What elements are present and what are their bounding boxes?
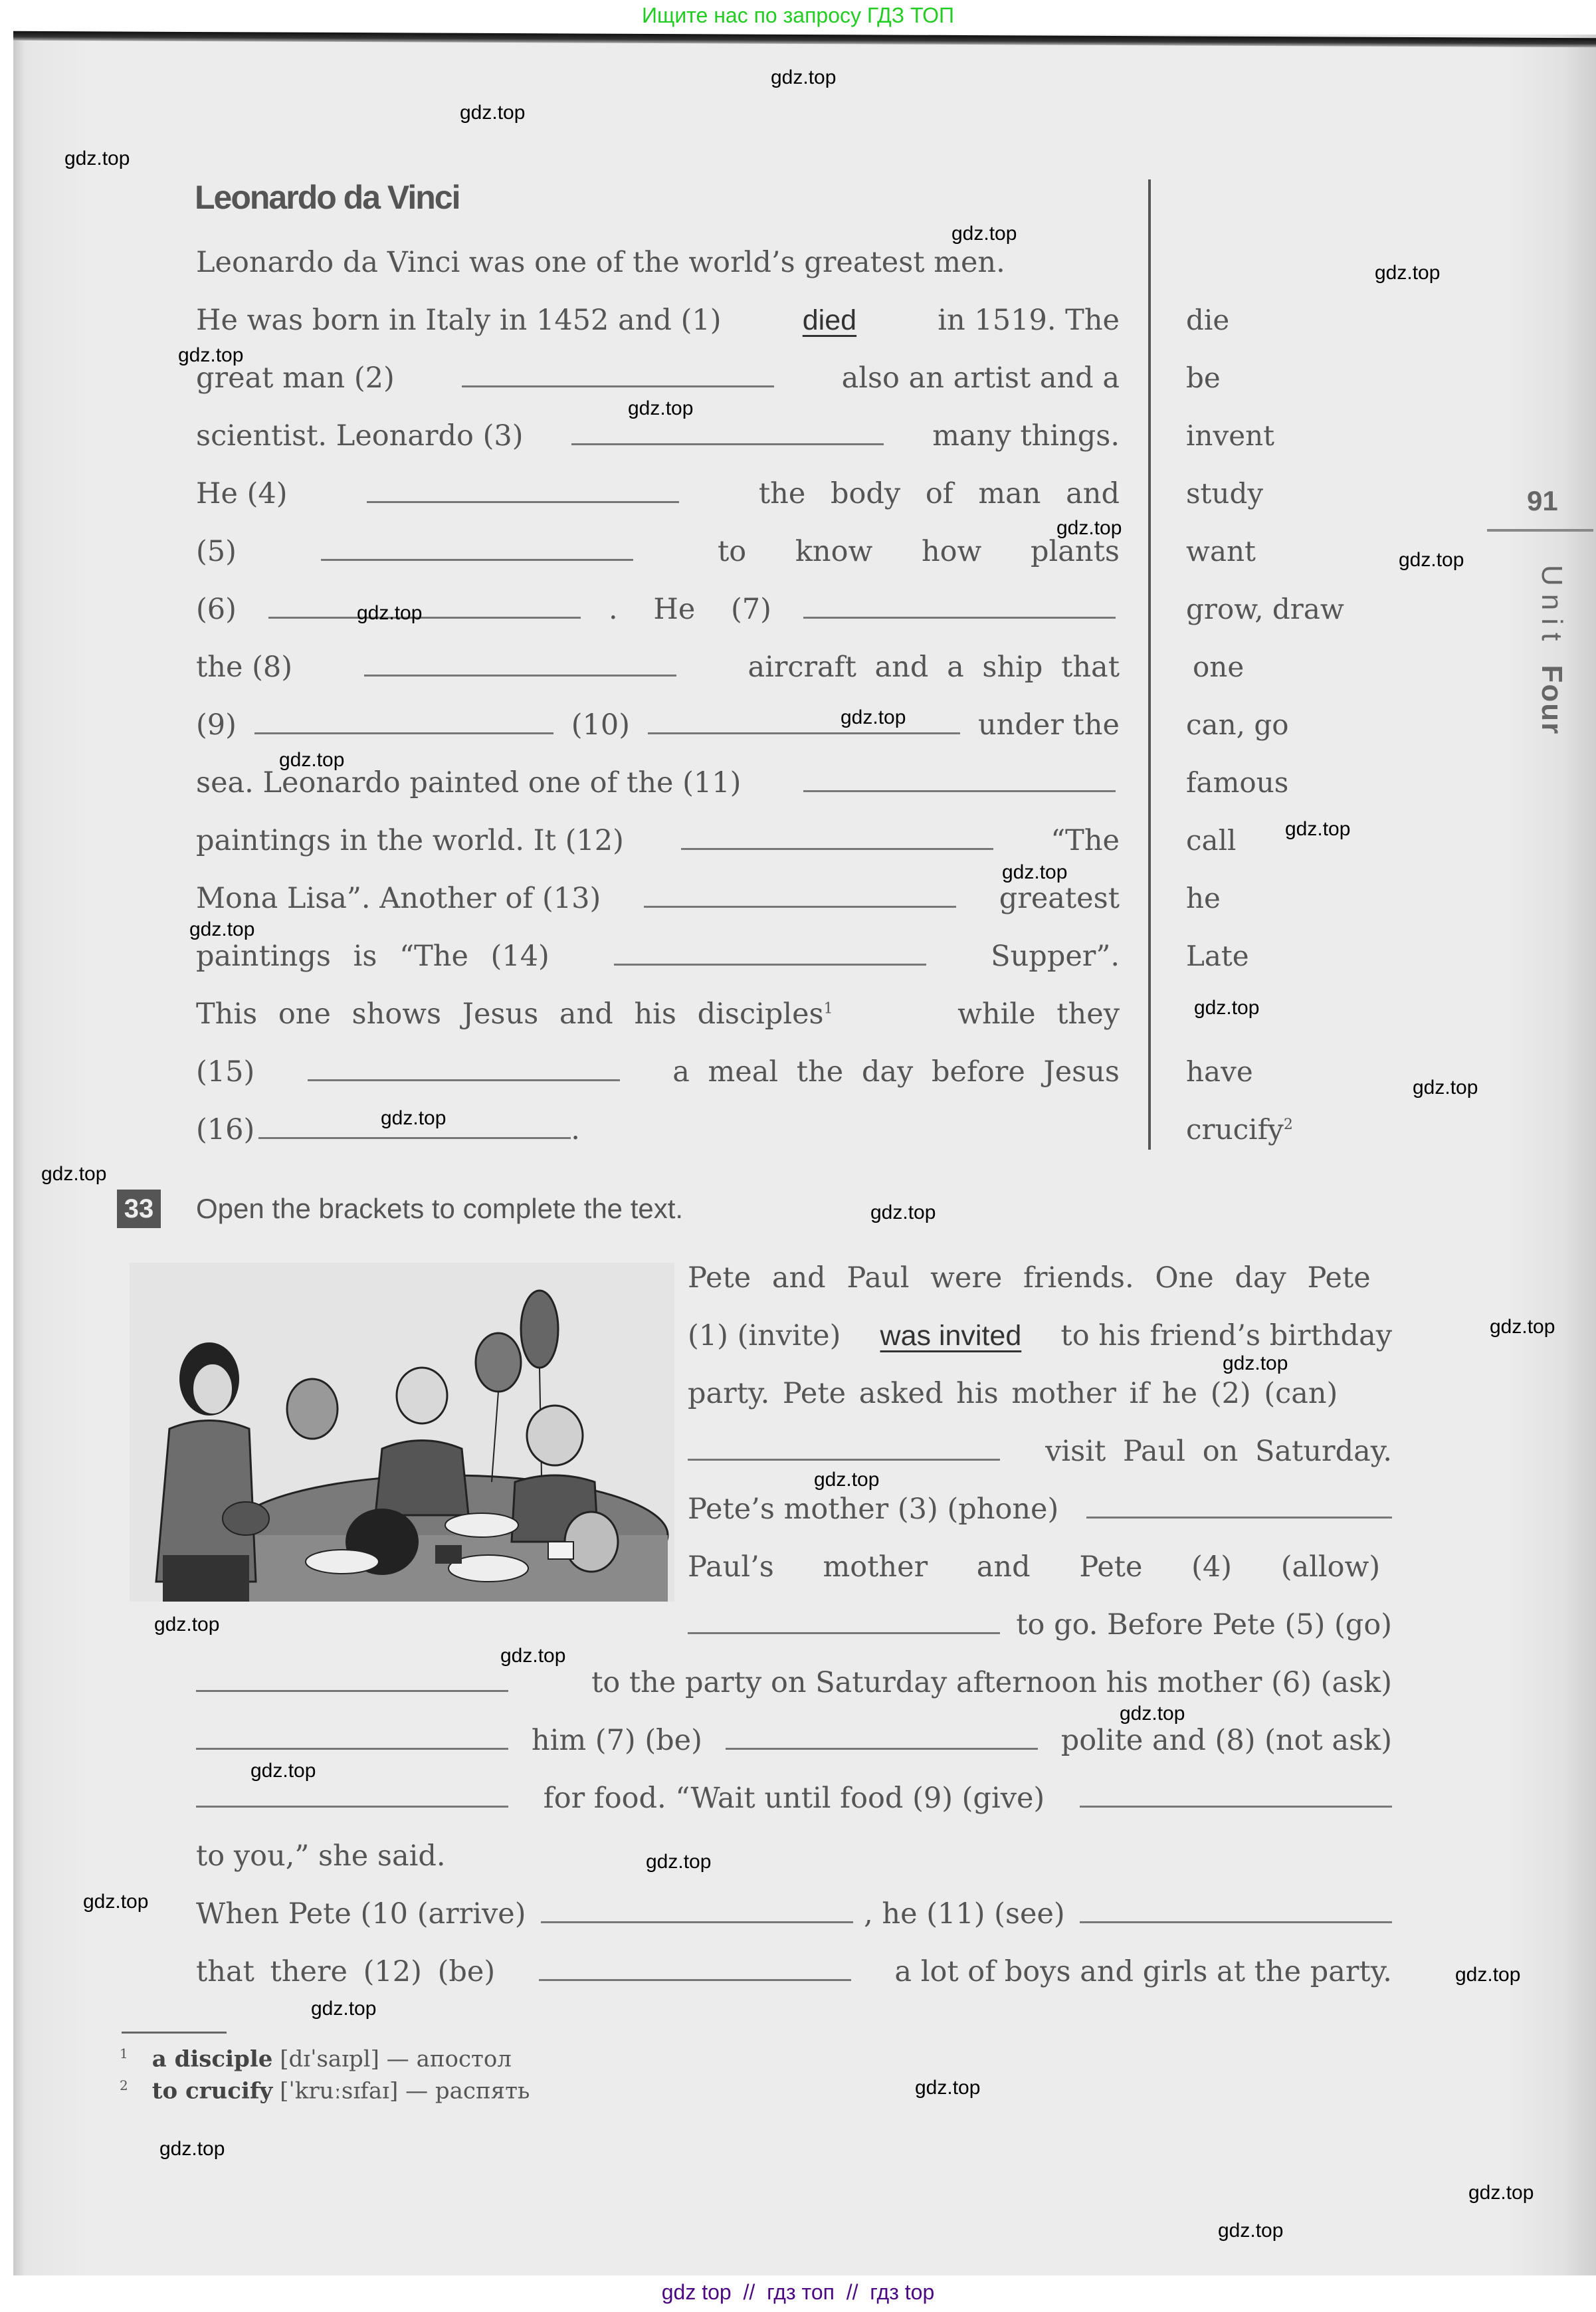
line-text: to go. Before Pete (5) (go) (1016, 1608, 1392, 1641)
line-text: that there (12) (be) (196, 1955, 496, 1988)
blank-2[interactable] (688, 1458, 1000, 1461)
blank-5[interactable] (196, 1689, 508, 1692)
ex-line-11 (196, 1839, 446, 1873)
watermark: gdz.top (154, 1614, 220, 1635)
top-banner-text: Ищите нас по запросу ГДЗ ТОП (642, 3, 954, 27)
blank-8[interactable] (364, 674, 676, 677)
watermark: gdz.top (41, 1163, 107, 1185)
text-line-13 (196, 940, 1120, 973)
word-item (1186, 1113, 1293, 1146)
blank-8[interactable] (196, 1805, 508, 1808)
word-item: invent (1186, 419, 1274, 452)
line-text: the (8) (196, 651, 292, 684)
blank-7[interactable] (803, 616, 1116, 619)
unit-tab (1535, 565, 1568, 735)
column-divider (1148, 179, 1151, 1150)
line-text: a meal the day before Jesus (672, 1055, 1120, 1089)
blank-5[interactable] (321, 558, 633, 561)
footnote-dash: — (405, 2077, 429, 2105)
line-text: aircraft and a ship that (748, 651, 1120, 684)
blank-12[interactable] (539, 1978, 851, 1981)
text-line-6 (196, 535, 1120, 568)
word-item: be (1186, 362, 1221, 394)
blank-9[interactable] (1080, 1805, 1392, 1808)
unit-word: Unit (1536, 565, 1568, 649)
footnote-term: a disciple (151, 2046, 273, 2073)
text-line-5 (196, 477, 1120, 510)
watermark: gdz.top (951, 223, 1017, 245)
footnote-rule (122, 2032, 227, 2034)
bottom-banner-text: gdz top // гдз топ // гдз top (661, 2280, 935, 2304)
footnote-ipa: [ˈkruːsɪfaɪ] (280, 2077, 399, 2105)
watermark: gdz.top (159, 2138, 225, 2160)
watermark: gdz.top (311, 1998, 377, 2020)
watermark: gdz.top (1218, 2220, 1284, 2242)
footnote-ipa: [dɪˈsaɪpl] (280, 2046, 379, 2073)
text-line-8 (196, 651, 1120, 684)
blank-10[interactable] (541, 1921, 853, 1923)
line-text: He was born in Italy in 1452 and (1) (196, 304, 722, 337)
line-text: sea. Leonardo painted one of the (11) (196, 766, 742, 799)
line-text: to his friend’s birthday (1060, 1319, 1392, 1352)
blank-11[interactable] (1080, 1921, 1392, 1923)
footnote-1 (120, 2046, 512, 2072)
line-text: (9) (196, 708, 237, 742)
ex-line-4 (688, 1435, 1392, 1468)
blank-2[interactable] (462, 385, 774, 387)
line-text: paintings is “The (14) (196, 940, 549, 973)
watermark: gdz.top (500, 1645, 566, 1667)
ex-line-12 (196, 1897, 1392, 1931)
section-title: Leonardo da Vinci (195, 179, 460, 216)
footnote-2 (120, 2077, 530, 2104)
line-text: (6) (196, 593, 237, 626)
footnote-translation: распять (435, 2077, 530, 2105)
text-line-9 (196, 708, 1120, 742)
word-item: want (1186, 535, 1256, 568)
blank-13[interactable] (644, 905, 956, 908)
text-line-12 (196, 882, 1120, 915)
word-item: die (1186, 304, 1230, 336)
line-text: for food. “Wait until food (9) (give) (543, 1782, 1045, 1815)
ex-line-9 (196, 1724, 1392, 1757)
line-text: party. Pete asked his mother if he (2) (can) (688, 1377, 1338, 1410)
watermark: gdz.top (189, 918, 255, 940)
watermark: gdz.top (1413, 1077, 1478, 1099)
answer-1: was invited (880, 1320, 1022, 1352)
word-item: have (1186, 1055, 1253, 1088)
line-text: (15) (196, 1055, 255, 1089)
watermark: gdz.top (250, 1760, 316, 1782)
ex-line-7 (688, 1608, 1392, 1641)
word-item: grow, draw (1186, 593, 1344, 625)
line-text: paintings in the world. It (12) (196, 824, 624, 857)
line-text: to you,” she said. (196, 1839, 446, 1873)
word-item: call (1186, 824, 1237, 857)
watermark: gdz.top (646, 1851, 712, 1873)
blank-4[interactable] (688, 1631, 1000, 1634)
line-text: scientist. Leonardo (3) (196, 419, 524, 453)
blank-16[interactable] (258, 1136, 571, 1139)
line-text (196, 998, 833, 1031)
text-line-11 (196, 824, 1120, 857)
line-text: Leonardo da Vinci was one of the world’s greatest men. (196, 246, 1005, 279)
line-text: Paul’s mother and Pete (4) (allow) (688, 1550, 1381, 1584)
watermark: gdz.top (1194, 997, 1260, 1019)
blank-4[interactable] (367, 500, 679, 503)
text-line-3 (196, 362, 1120, 395)
blank-9[interactable] (254, 732, 553, 734)
word-item: study (1186, 477, 1264, 510)
watermark: gdz.top (1490, 1316, 1555, 1338)
watermark: gdz.top (460, 102, 526, 124)
line-text: a lot of boys and girls at the party. (894, 1955, 1392, 1988)
text-line-2 (196, 304, 1120, 337)
text-line-15 (196, 1055, 1120, 1089)
line-text: while they (957, 998, 1120, 1031)
line-text: to know how plants (718, 535, 1120, 568)
footnote-term: to crucify (151, 2077, 273, 2105)
line-text: , he (11) (see) (864, 1897, 1065, 1931)
unit-number: Four (1536, 665, 1568, 736)
line-text: under the (977, 708, 1120, 742)
blank-3[interactable] (1086, 1516, 1392, 1519)
word-item: Late (1186, 940, 1249, 972)
line-text: . He (7) (609, 593, 771, 626)
watermark: gdz.top (1002, 861, 1068, 883)
watermark: gdz.top (870, 1202, 936, 1223)
text-line-1 (196, 246, 1120, 279)
line-text: Pete’s mother (3) (phone) (688, 1493, 1059, 1526)
blank-11[interactable] (803, 789, 1116, 792)
illustration-svg (130, 1263, 674, 1602)
watermark: gdz.top (1056, 517, 1122, 539)
text-line-7 (196, 593, 1120, 626)
line-text: (1) (invite) (688, 1319, 841, 1352)
line-text: “The (1050, 824, 1120, 857)
line-text: (16) (196, 1113, 255, 1146)
blank-3[interactable] (571, 443, 884, 445)
text-line-4 (196, 419, 1120, 453)
watermark: gdz.top (83, 1891, 149, 1913)
footnote-dash: — (386, 2046, 409, 2073)
line-text: the body of man and (758, 477, 1120, 510)
line-text: greatest (999, 882, 1120, 915)
blank-10[interactable] (648, 732, 960, 734)
line-text: (5) (196, 535, 237, 568)
line-text: visit Paul on Saturday. (1045, 1435, 1392, 1468)
watermark: gdz.top (1468, 2182, 1534, 2204)
watermark: gdz.top (1285, 818, 1351, 840)
exercise-instruction: Open the brackets to complete the text. (196, 1193, 684, 1224)
answer-1: died (802, 304, 857, 336)
blank-15[interactable] (308, 1079, 620, 1081)
line-text: He (4) (196, 477, 288, 510)
line-text: Supper”. (991, 940, 1120, 973)
line-text: also an artist and a (841, 362, 1120, 395)
word-text: crucify (1186, 1113, 1284, 1146)
word-item: can, go (1186, 708, 1289, 741)
footnote-ref-2: 2 (1283, 1116, 1293, 1133)
line-text: (10) (571, 708, 631, 742)
line-text: him (7) (be) (531, 1724, 702, 1757)
page-number: 91 (1527, 485, 1558, 516)
line-text: When Pete (10 (arrive) (196, 1897, 526, 1931)
ex-line-5 (688, 1493, 1392, 1526)
watermark: gdz.top (915, 2077, 981, 2099)
blank-6[interactable] (268, 616, 581, 619)
watermark: gdz.top (1455, 1964, 1521, 1986)
ex-line-1 (688, 1261, 1392, 1295)
line-text: . (571, 1113, 580, 1146)
ex-line-13 (196, 1955, 1392, 1988)
watermark: gdz.top (771, 66, 837, 88)
watermark: gdz.top (1120, 1703, 1185, 1725)
watermark: gdz.top (628, 397, 694, 419)
watermark: gdz.top (814, 1469, 880, 1491)
watermark: gdz.top (357, 602, 423, 624)
footnote-ref-1: 1 (823, 1000, 833, 1017)
word-item: he (1186, 882, 1221, 914)
watermark: gdz.top (1375, 262, 1441, 284)
page-number-rule (1487, 529, 1593, 532)
watermark: gdz.top (1223, 1352, 1288, 1374)
bottom-banner (0, 2275, 1596, 2312)
ex-line-6 (688, 1550, 1392, 1584)
exercise-number-badge: 33 (117, 1190, 161, 1228)
footnote-translation: апостол (416, 2046, 512, 2073)
watermark: gdz.top (1399, 549, 1464, 571)
footnote-number: 2 (120, 2077, 128, 2093)
watermark: gdz.top (279, 749, 345, 771)
ex-line-3 (688, 1377, 1392, 1410)
line-text-pre: This one shows Jesus and his disciples (196, 998, 824, 1031)
watermark: gdz.top (178, 344, 244, 366)
blank-14[interactable] (614, 963, 926, 966)
ex-line-10 (196, 1782, 1392, 1815)
line-text: many things. (932, 419, 1120, 453)
line-text: great man (2) (196, 362, 395, 395)
watermark: gdz.top (381, 1107, 447, 1129)
text-line-14 (196, 998, 1120, 1031)
word-item: one (1193, 651, 1245, 683)
line-text: in 1519. The (938, 304, 1120, 337)
blank-12[interactable] (681, 847, 993, 850)
line-text: Pete and Paul were friends. One day Pete (688, 1261, 1371, 1295)
ex-line-8 (196, 1666, 1392, 1699)
watermark: gdz.top (841, 706, 906, 728)
word-item: famous (1186, 766, 1289, 799)
line-text: polite and (8) (not ask) (1060, 1724, 1392, 1757)
line-text: to the party on Saturday afternoon his mother (6) (ask) (591, 1666, 1392, 1699)
line-text: Mona Lisa”. Another of (13) (196, 882, 601, 915)
party-illustration (130, 1263, 674, 1602)
blank-7[interactable] (726, 1747, 1038, 1750)
top-banner (0, 0, 1596, 33)
blank-6[interactable] (196, 1747, 508, 1750)
ex-line-2 (688, 1319, 1392, 1352)
footnote-number: 1 (120, 2046, 128, 2061)
watermark: gdz.top (64, 148, 130, 169)
